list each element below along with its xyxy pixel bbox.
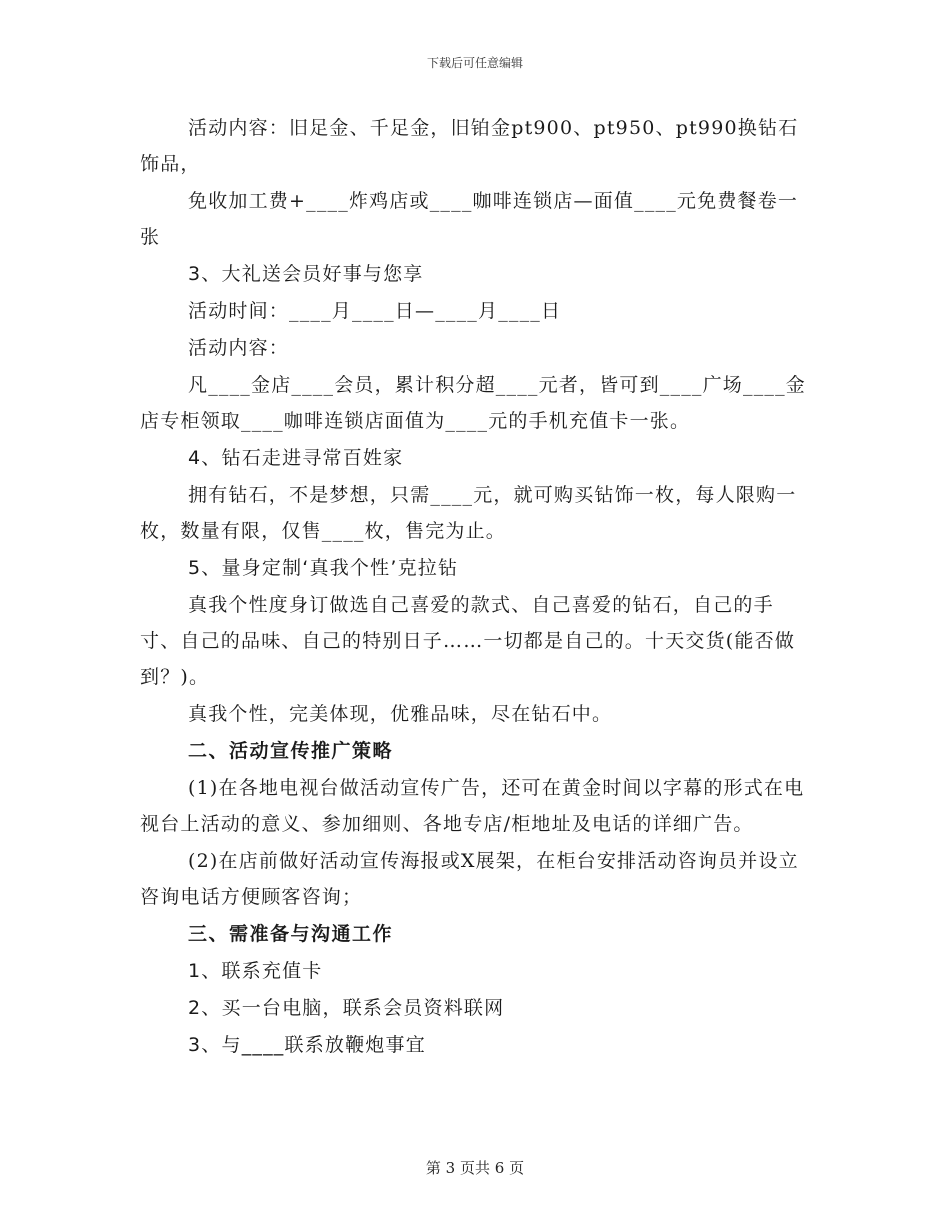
paragraph: 活动内容：旧足金、千足金，旧铂金pt900、pt950、pt990换钻石饰品， (140, 117, 799, 175)
paragraph: 真我个性，完美体现，优雅品味，尽在钻石中。 (188, 703, 613, 725)
list-item-heading: 5、量身定制‘真我个性’克拉钻 (188, 557, 459, 579)
list-item: 1、联系充值卡 (188, 960, 323, 982)
section-heading: 三、需准备与沟通工作 (188, 923, 394, 945)
list-item: 2、买一台电脑，联系会员资料联网 (188, 997, 505, 1019)
paragraph: (2)在店前做好活动宣传海报或X展架，在柜台安排活动咨询员并设立咨询电话方便顾客咨询； (140, 850, 799, 908)
section-heading: 二、活动宣传推广策略 (188, 740, 394, 762)
page-footer: 第 3 页共 6 页 (425, 1159, 525, 1177)
page-header: 下载后可任意编辑 (426, 56, 523, 70)
paragraph: 活动时间：____月____日—____月____日 (188, 300, 562, 322)
paragraph: 免收加工费+____炸鸡店或____咖啡连锁店—面值____元免费餐卷一张 (140, 190, 799, 248)
paragraph: 拥有钻石，不是梦想，只需____元，就可购买钻饰一枚，每人限购一枚，数量有限，仅售____枚，售完为止。 (140, 484, 797, 542)
paragraph: 活动内容： (188, 337, 290, 359)
list-item: 3、与____联系放鞭炮事宜 (188, 1034, 426, 1056)
paragraph: 真我个性度身订做选自己喜爱的款式、自己喜爱的钻石，自己的手寸、自己的品味、自己的特别日子……一切都是自己的。十天交货(能否做到？)。 (140, 594, 796, 688)
paragraph: (1)在各地电视台做活动宣传广告，还可在黄金时间以字幕的形式在电视台上活动的意义、参加细则、各地专店/柜地址及电话的详细广告。 (140, 777, 805, 835)
paragraph: 凡____金店____会员，累计积分超____元者，皆可到____广场____金店专柜领取____咖啡连锁店面值为____元的手机充值卡一张。 (140, 374, 807, 432)
document-body (140, 110, 810, 1064)
list-item-heading: 3、大礼送会员好事与您享 (188, 263, 424, 285)
list-item-heading: 4、钻石走进寻常百姓家 (188, 447, 404, 469)
